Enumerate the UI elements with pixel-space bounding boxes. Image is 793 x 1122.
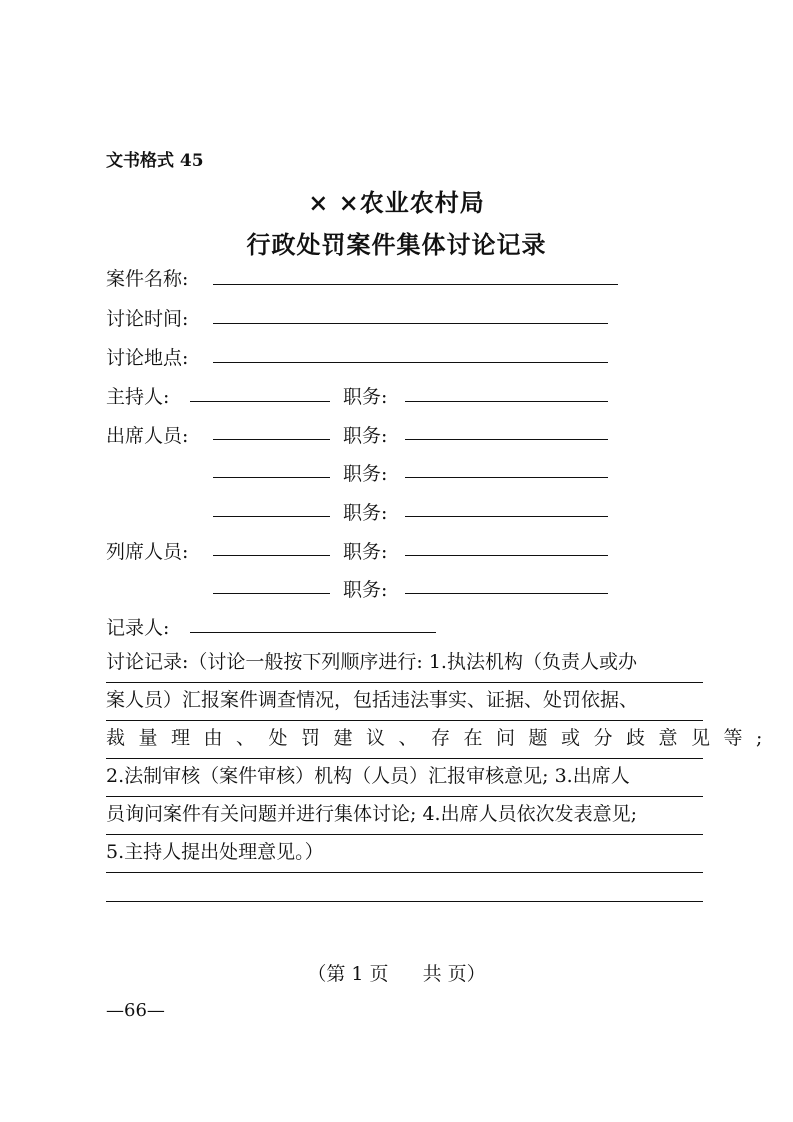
page-indicator-total: 共 页） bbox=[422, 963, 486, 985]
observer-1-field[interactable] bbox=[213, 555, 330, 556]
record-line-3: 裁量理由、处罚建议、存在问题或分歧意见等; bbox=[106, 718, 703, 759]
attendee-1-field[interactable] bbox=[213, 439, 330, 440]
attendee-2-position-field[interactable] bbox=[405, 477, 608, 478]
host-position-field[interactable] bbox=[405, 401, 608, 402]
attendees-label: 出席人员: bbox=[106, 425, 189, 447]
attendee-3-position-field[interactable] bbox=[405, 516, 608, 517]
host-field[interactable] bbox=[190, 401, 330, 402]
recorder-label: 记录人: bbox=[106, 617, 170, 639]
record-line-2: 案人员）汇报案件调查情况，包括违法事实、证据、处罚依据、 bbox=[106, 680, 703, 721]
observer-2-position-label: 职务: bbox=[343, 579, 388, 601]
observer-2-field[interactable] bbox=[213, 593, 330, 594]
discussion-place-field[interactable] bbox=[213, 362, 608, 363]
page-indicator bbox=[0, 959, 793, 986]
record-blank-line[interactable] bbox=[106, 901, 703, 902]
observer-1-position-label: 职务: bbox=[343, 541, 388, 563]
record-line-5: 员询问案件有关问题并进行集体讨论; 4.出席人员依次发表意见; bbox=[106, 794, 703, 835]
recorder-field[interactable] bbox=[190, 632, 436, 633]
attendee-1-position-label: 职务: bbox=[343, 425, 388, 447]
record-line-1: 讨论记录:（讨论一般按下列顺序进行: 1.执法机构（负责人或办 bbox=[106, 642, 703, 683]
attendee-1-position-field[interactable] bbox=[405, 439, 608, 440]
case-name-field[interactable] bbox=[213, 284, 618, 285]
document-format-label: 文书格式 45 bbox=[106, 151, 204, 171]
host-position-label: 职务: bbox=[343, 386, 388, 408]
host-label: 主持人: bbox=[106, 386, 170, 408]
issuing-authority-title: × ×农业农村局 bbox=[308, 188, 485, 217]
attendee-3-field[interactable] bbox=[213, 516, 330, 517]
observer-1-position-field[interactable] bbox=[405, 555, 608, 556]
document-title: 行政处罚案件集体讨论记录 bbox=[246, 230, 547, 259]
observers-label: 列席人员: bbox=[106, 541, 189, 563]
observer-2-position-field[interactable] bbox=[405, 593, 608, 594]
page-indicator-current: （第 1 页 bbox=[307, 963, 389, 985]
discussion-time-label: 讨论时间: bbox=[106, 308, 189, 330]
page-number: —66— bbox=[106, 1000, 165, 1021]
discussion-time-field[interactable] bbox=[213, 323, 608, 324]
record-line-6: 5.主持人提出处理意见。） bbox=[106, 832, 703, 873]
attendee-3-position-label: 职务: bbox=[343, 502, 388, 524]
record-line-4: 2.法制审核（案件审核）机构（人员）汇报审核意见; 3.出席人 bbox=[106, 756, 703, 797]
discussion-place-label: 讨论地点: bbox=[106, 347, 189, 369]
attendee-2-field[interactable] bbox=[213, 477, 330, 478]
attendee-2-position-label: 职务: bbox=[343, 463, 388, 485]
case-name-label: 案件名称: bbox=[106, 268, 189, 290]
